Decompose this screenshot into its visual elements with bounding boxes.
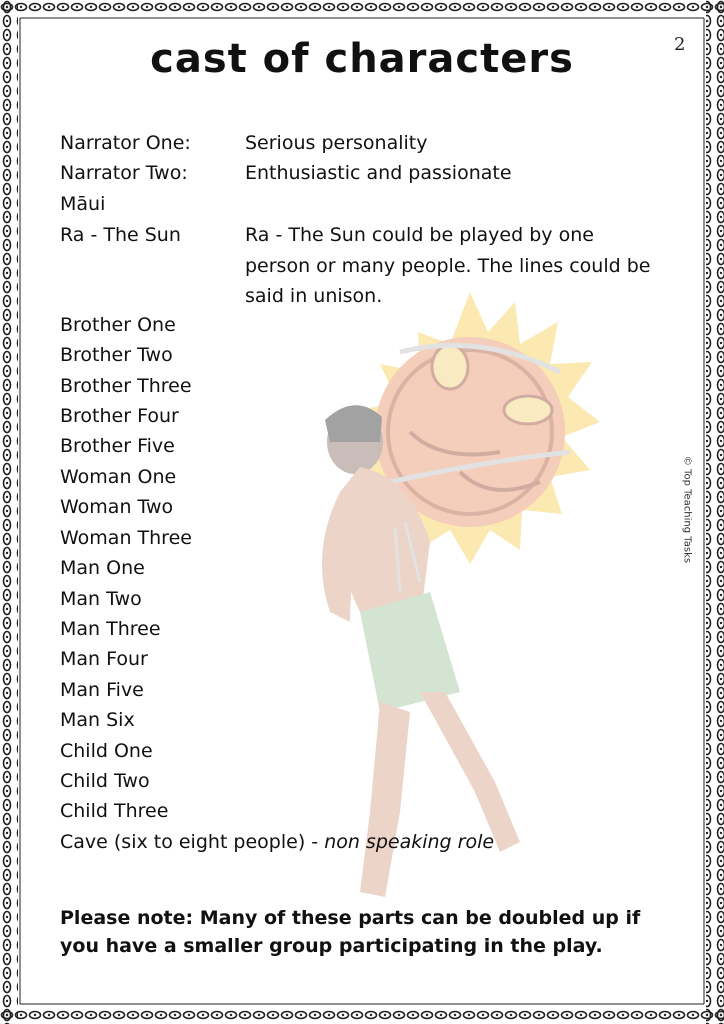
character-list-item: Child Three	[60, 800, 169, 822]
character-list-item: Woman Two	[60, 496, 174, 518]
character-list-item: Child One	[60, 740, 153, 762]
character-list-item: Brother Three	[60, 375, 192, 397]
character-list-item: Brother Five	[60, 435, 175, 457]
character-list-item: Man Three	[60, 618, 161, 640]
role-name-maui: Māui	[60, 193, 106, 215]
role-description-narrator-one: Serious personality	[245, 132, 428, 154]
role-description-ra: Ra - The Sun could be played by one person or many people. The lines could be said in unison.	[245, 224, 651, 307]
character-list-item: Man Two	[60, 588, 142, 610]
character-list-item: Man Six	[60, 709, 135, 731]
maui-sun-illustration	[300, 292, 600, 904]
page-title: cast of characters	[150, 36, 574, 82]
cave-role	[60, 827, 494, 857]
character-list-item: Brother Four	[60, 405, 179, 427]
character-list-item: Man One	[60, 557, 145, 579]
character-list-item: Brother One	[60, 314, 176, 336]
character-list-item: Man Five	[60, 679, 144, 701]
character-list-item: Child Two	[60, 770, 150, 792]
character-list-item: Woman Three	[60, 527, 192, 549]
role-name-narrator-one: Narrator One:	[60, 132, 191, 154]
role-description-narrator-two: Enthusiastic and passionate	[245, 162, 512, 184]
cave-role-note: non speaking role	[324, 831, 495, 853]
please-note: Please note: Many of these parts can be doubled up if you have a smaller group participating in the play.	[60, 907, 641, 957]
character-list-item: Man Four	[60, 648, 148, 670]
role-name-ra: Ra - The Sun	[60, 224, 181, 246]
role-name-narrator-two: Narrator Two:	[60, 162, 188, 184]
character-list-item: Woman One	[60, 466, 177, 488]
page-number: 2	[674, 34, 686, 55]
copyright-notice	[681, 446, 693, 574]
copyright-text: © Top Teaching Tasks	[681, 455, 693, 564]
character-list-item: Brother Two	[60, 344, 173, 366]
cave-role-name: Cave (six to eight people) -	[60, 831, 325, 853]
